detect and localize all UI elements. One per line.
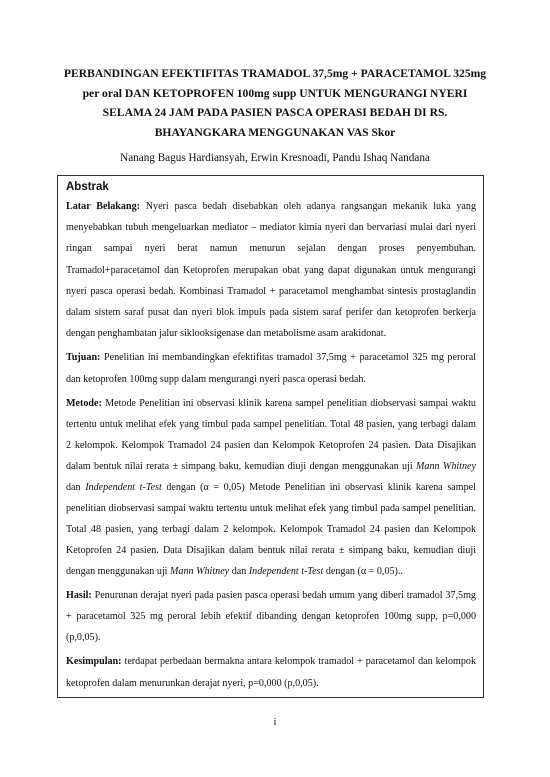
- results-paragraph: [66, 585, 476, 649]
- method-test-name-1: Mann Whitney: [416, 460, 476, 472]
- method-text-2: dengan (α = 0,05) Metode Penelitian ini observasi klinik karena sampel penelitian diobservasi sampai waktu tertentu untuk melihat efek yang timbul pada sampel penelitian. Total 48 pasien, yang terbagi dalam 2 kelompok. Kelompok Tramadol 24 pasien dan Kelompok Ketoprofen 24 pasien. Data Disajikan dalam bentuk nilai rerata ± simpang baku, kemudian diuji dengan menggunakan uji: [66, 481, 476, 577]
- page-number: i: [273, 717, 277, 728]
- title-line-2: per oral DAN KETOPROFEN 100mg supp UNTUK MENGURANGI NYERI: [82, 86, 468, 100]
- abstract-box: [57, 175, 484, 698]
- method-text-3: dengan (α = 0,05)..: [325, 565, 403, 577]
- method-conjunction-2: dan: [231, 565, 247, 577]
- objective-text: Penelitian ini membandingkan efektifitas tramadol 37,5mg + paracetamol 325 mg peroral dan ketoprofen 100mg supp dalam mengurangi nyeri pasca operasi bedah.: [66, 352, 477, 385]
- background-label: Latar Belakang:: [66, 201, 140, 212]
- results-label: Hasil:: [66, 589, 92, 601]
- background-text: Nyeri pasca bedah disebabkan oleh adanya rangsangan mekanik luka yang menyebabkan tubuh mengeluarkan mediator – mediator kimia nyeri dan bervariasi mulai dari nyeri ringan sampai nyeri berat namun menurun sejalan dengan proses penyembuhan. Tramadol+paracetamol dan Ketoprofen merupakan obat yang dapat digunakan untuk mengurangi nyeri pasca operasi bedah. Kombinasi Tramadol + paracetamol menghambat sintesis prostaglandin dalam sistem saraf pusat dan nyeri blok impuls pada sistem saraf perifer dan ketoprofen berkerja dengan penghambatan jalur siklooksigenase dan metabolisme asam arakidonat.: [66, 201, 476, 340]
- method-conjunction-1: dan: [66, 481, 81, 493]
- objective-label: Tujuan:: [66, 352, 101, 364]
- title-line-3: SELAMA 24 JAM PADA PASIEN PASCA OPERASI BEDAH DI RS.: [102, 106, 448, 119]
- method-test-name-2: Independent t-Test: [85, 481, 162, 493]
- paper-title: [40, 64, 510, 142]
- method-label: Metode:: [66, 397, 102, 409]
- title-line-1: PERBANDINGAN EFEKTIFITAS TRAMADOL 37,5mg + PARACETAMOL 325mg: [63, 67, 487, 80]
- method-paragraph: [66, 393, 476, 582]
- method-test-name-4: Independent t-Test: [248, 565, 324, 577]
- conclusion-text: terdapat perbedaan bermakna antara kelompok tramadol + paracetamol dan kelompok ketoprofen dalam menurunkan derajat nyeri, p=0,000 (p,0,05).: [66, 656, 476, 689]
- conclusion-label: Kesimpulan:: [66, 656, 122, 668]
- results-text: Penurunan derajat nyeri pada pasien pasca operasi bedah umum yang diberi tramadol 37,5mg + paracetamol 325 mg peroral lebih efektif dibanding dengan ketoprofen 100mg supp, p=0,000 (p,0,05).: [66, 589, 476, 644]
- background-paragraph: [66, 196, 476, 344]
- method-text-1: Metode Penelitian ini observasi klinik karena sampel penelitian diobservasi sampai waktu tertentu untuk melihat efek yang timbul pada sampel penelitian. Total 48 pasien, yang terbagi dalam 2 kelompok. Kelompok Tramadol 24 pasien dan Kelompok Ketoprofen 24 pasien. Data Disajikan dalam bentuk nilai rerata ± simpang baku, kemudian diuji dengan menggunakan uji: [66, 397, 476, 472]
- title-line-4: BHAYANGKARA MENGGUNAKAN VAS Skor: [154, 125, 396, 139]
- abstract-heading: Abstrak: [66, 181, 109, 193]
- method-test-name-3: Mann Whitney: [170, 565, 230, 577]
- conclusion-paragraph: [66, 651, 476, 693]
- author-list: Nanang Bagus Hardiansyah, Erwin Kresnoadi, Pandu Ishaq Nandana: [120, 152, 430, 164]
- objective-paragraph: [66, 347, 476, 389]
